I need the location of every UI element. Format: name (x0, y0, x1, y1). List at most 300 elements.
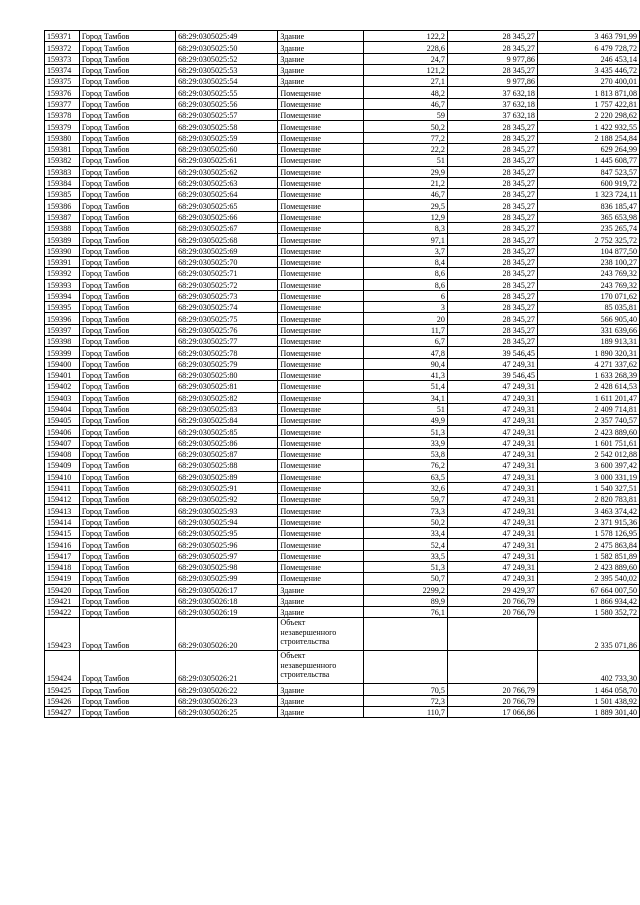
cadastral-value-cell: 331 639,66 (537, 324, 639, 335)
table-row (45, 539, 640, 550)
table-row (45, 516, 640, 527)
unit-value-cell: 37 632,18 (447, 87, 537, 98)
city-cell: Город Тамбов (79, 87, 175, 98)
row-id-cell: 159379 (45, 121, 80, 132)
area-cell: 50,2 (363, 121, 447, 132)
area-cell: 76,2 (363, 460, 447, 471)
city-cell: Город Тамбов (79, 143, 175, 154)
unit-value-cell (447, 618, 537, 651)
city-cell: Город Тамбов (79, 707, 175, 718)
object-type-cell: Помещение (278, 121, 364, 132)
city-cell: Город Тамбов (79, 539, 175, 550)
object-type-cell: Помещение (278, 110, 364, 121)
unit-value-cell: 47 249,31 (447, 494, 537, 505)
city-cell: Город Тамбов (79, 121, 175, 132)
cadastral-number-cell: 68:29:0305025:84 (176, 415, 278, 426)
object-type-cell: Здание (278, 64, 364, 75)
area-cell: 122,2 (363, 31, 447, 42)
area-cell: 32,6 (363, 482, 447, 493)
area-cell: 29,9 (363, 166, 447, 177)
city-cell: Город Тамбов (79, 279, 175, 290)
row-id-cell: 159386 (45, 200, 80, 211)
cadastral-number-cell: 68:29:0305025:85 (176, 426, 278, 437)
unit-value-cell: 47 249,31 (447, 415, 537, 426)
area-cell: 8,3 (363, 223, 447, 234)
city-cell: Город Тамбов (79, 448, 175, 459)
city-cell: Город Тамбов (79, 494, 175, 505)
area-cell: 34,1 (363, 392, 447, 403)
cadastral-number-cell: 68:29:0305025:81 (176, 381, 278, 392)
row-id-cell: 159407 (45, 437, 80, 448)
row-id-cell: 159403 (45, 392, 80, 403)
object-type-cell: Помещение (278, 471, 364, 482)
cadastral-value-cell: 2 409 714,81 (537, 403, 639, 414)
cadastral-number-cell: 68:29:0305025:61 (176, 155, 278, 166)
cadastral-number-cell: 68:29:0305025:74 (176, 302, 278, 313)
area-cell: 2299,2 (363, 584, 447, 595)
table-row (45, 426, 640, 437)
cadastral-number-cell: 68:29:0305025:64 (176, 189, 278, 200)
table-row (45, 143, 640, 154)
cadastral-number-cell: 68:29:0305025:60 (176, 143, 278, 154)
area-cell: 51,4 (363, 381, 447, 392)
unit-value-cell: 28 345,27 (447, 290, 537, 301)
cadastral-value-cell: 1 501 438,92 (537, 695, 639, 706)
area-cell: 59 (363, 110, 447, 121)
area-cell: 51,3 (363, 561, 447, 572)
row-id-cell: 159387 (45, 211, 80, 222)
cadastral-number-cell: 68:29:0305025:54 (176, 76, 278, 87)
object-type-cell: Здание (278, 31, 364, 42)
cadastral-value-cell: 235 265,74 (537, 223, 639, 234)
area-cell: 29,5 (363, 200, 447, 211)
object-type-cell: Здание (278, 607, 364, 618)
table-row (45, 595, 640, 606)
cadastral-number-cell: 68:29:0305026:25 (176, 707, 278, 718)
unit-value-cell: 28 345,27 (447, 302, 537, 313)
row-id-cell: 159421 (45, 595, 80, 606)
unit-value-cell: 47 249,31 (447, 482, 537, 493)
city-cell: Город Тамбов (79, 155, 175, 166)
cadastral-value-cell: 847 523,57 (537, 166, 639, 177)
object-type-cell: Помещение (278, 460, 364, 471)
object-type-cell: Помещение (278, 505, 364, 516)
area-cell: 47,8 (363, 347, 447, 358)
table-row (45, 528, 640, 539)
cadastral-number-cell: 68:29:0305026:21 (176, 651, 278, 684)
city-cell: Город Тамбов (79, 358, 175, 369)
area-cell (363, 618, 447, 651)
table-row (45, 256, 640, 267)
unit-value-cell: 39 546,45 (447, 369, 537, 380)
cadastral-value-cell: 2 188 254,84 (537, 132, 639, 143)
cadastral-value-cell: 1 889 301,40 (537, 707, 639, 718)
table-row (45, 494, 640, 505)
object-type-cell: Объект незавершенного строительства (278, 618, 364, 651)
table-row (45, 87, 640, 98)
object-type-cell: Помещение (278, 573, 364, 584)
unit-value-cell: 28 345,27 (447, 132, 537, 143)
city-cell: Город Тамбов (79, 369, 175, 380)
cadastral-value-cell: 104 877,50 (537, 245, 639, 256)
cadastral-number-cell: 68:29:0305025:93 (176, 505, 278, 516)
row-id-cell: 159382 (45, 155, 80, 166)
area-cell: 8,6 (363, 268, 447, 279)
cadastral-value-cell: 270 400,01 (537, 76, 639, 87)
city-cell: Город Тамбов (79, 528, 175, 539)
table-row (45, 64, 640, 75)
object-type-cell: Здание (278, 695, 364, 706)
cadastral-value-cell: 1 580 352,72 (537, 607, 639, 618)
city-cell: Город Тамбов (79, 234, 175, 245)
area-cell: 24,7 (363, 53, 447, 64)
city-cell: Город Тамбов (79, 256, 175, 267)
object-type-cell: Помещение (278, 155, 364, 166)
cadastral-number-cell: 68:29:0305025:69 (176, 245, 278, 256)
unit-value-cell: 47 249,31 (447, 437, 537, 448)
unit-value-cell: 47 249,31 (447, 471, 537, 482)
cadastral-value-cell: 170 071,62 (537, 290, 639, 301)
unit-value-cell: 28 345,27 (447, 31, 537, 42)
cadastral-number-cell: 68:29:0305025:96 (176, 539, 278, 550)
area-cell: 89,9 (363, 595, 447, 606)
cadastral-number-cell: 68:29:0305025:73 (176, 290, 278, 301)
area-cell: 90,4 (363, 358, 447, 369)
row-id-cell: 159400 (45, 358, 80, 369)
city-cell: Город Тамбов (79, 189, 175, 200)
city-cell: Город Тамбов (79, 302, 175, 313)
unit-value-cell: 28 345,27 (447, 245, 537, 256)
row-id-cell: 159388 (45, 223, 80, 234)
cadastral-value-cell: 85 035,81 (537, 302, 639, 313)
cadastral-value-cell: 2 542 012,88 (537, 448, 639, 459)
cadastral-number-cell: 68:29:0305025:94 (176, 516, 278, 527)
table-row (45, 403, 640, 414)
unit-value-cell: 28 345,27 (447, 234, 537, 245)
row-id-cell: 159371 (45, 31, 80, 42)
area-cell: 121,2 (363, 64, 447, 75)
table-row (45, 415, 640, 426)
cadastral-number-cell: 68:29:0305025:86 (176, 437, 278, 448)
city-cell: Город Тамбов (79, 110, 175, 121)
object-type-cell: Здание (278, 76, 364, 87)
cadastral-number-cell: 68:29:0305025:57 (176, 110, 278, 121)
unit-value-cell: 47 249,31 (447, 381, 537, 392)
row-id-cell: 159399 (45, 347, 80, 358)
cadastral-number-cell: 68:29:0305025:95 (176, 528, 278, 539)
object-type-cell: Помещение (278, 268, 364, 279)
city-cell: Город Тамбов (79, 550, 175, 561)
cadastral-number-cell: 68:29:0305025:72 (176, 279, 278, 290)
unit-value-cell: 47 249,31 (447, 505, 537, 516)
table-row (45, 550, 640, 561)
unit-value-cell: 20 766,79 (447, 695, 537, 706)
cadastral-number-cell: 68:29:0305025:65 (176, 200, 278, 211)
unit-value-cell: 9 977,86 (447, 76, 537, 87)
city-cell: Город Тамбов (79, 695, 175, 706)
cadastral-value-cell: 3 463 791,99 (537, 31, 639, 42)
table-row (45, 31, 640, 42)
table-row (45, 460, 640, 471)
table-row (45, 324, 640, 335)
object-type-cell: Здание (278, 584, 364, 595)
cadastral-number-cell: 68:29:0305025:52 (176, 53, 278, 64)
table-row (45, 302, 640, 313)
city-cell: Город Тамбов (79, 98, 175, 109)
cadastral-number-cell: 68:29:0305026:19 (176, 607, 278, 618)
area-cell: 51 (363, 403, 447, 414)
cadastral-value-cell: 1 866 934,42 (537, 595, 639, 606)
unit-value-cell: 9 977,86 (447, 53, 537, 64)
cadastral-number-cell: 68:29:0305025:89 (176, 471, 278, 482)
row-id-cell: 159389 (45, 234, 80, 245)
cadastral-value-cell: 365 653,98 (537, 211, 639, 222)
area-cell: 49,9 (363, 415, 447, 426)
cadastral-number-cell: 68:29:0305025:58 (176, 121, 278, 132)
cadastral-value-cell: 238 100,27 (537, 256, 639, 267)
table-row (45, 707, 640, 718)
unit-value-cell: 17 066,86 (447, 707, 537, 718)
cadastral-number-cell: 68:29:0305025:63 (176, 177, 278, 188)
object-type-cell: Помещение (278, 550, 364, 561)
row-id-cell: 159405 (45, 415, 80, 426)
area-cell: 77,2 (363, 132, 447, 143)
cadastral-value-cell: 1 611 201,47 (537, 392, 639, 403)
cadastral-value-cell: 246 453,14 (537, 53, 639, 64)
cadastral-number-cell: 68:29:0305025:97 (176, 550, 278, 561)
unit-value-cell: 28 345,27 (447, 336, 537, 347)
area-cell: 20 (363, 313, 447, 324)
object-type-cell: Помещение (278, 200, 364, 211)
table-row (45, 121, 640, 132)
table-row (45, 347, 640, 358)
unit-value-cell: 47 249,31 (447, 358, 537, 369)
row-id-cell: 159383 (45, 166, 80, 177)
cadastral-value-cell: 2 820 783,81 (537, 494, 639, 505)
cadastral-value-cell: 243 769,32 (537, 279, 639, 290)
cadastral-value-cell: 67 664 007,50 (537, 584, 639, 595)
object-type-cell: Помещение (278, 516, 364, 527)
city-cell: Город Тамбов (79, 200, 175, 211)
unit-value-cell: 47 249,31 (447, 550, 537, 561)
unit-value-cell: 28 345,27 (447, 64, 537, 75)
city-cell: Город Тамбов (79, 573, 175, 584)
object-type-cell: Помещение (278, 302, 364, 313)
row-id-cell: 159401 (45, 369, 80, 380)
object-type-cell: Помещение (278, 143, 364, 154)
row-id-cell: 159425 (45, 684, 80, 695)
cadastral-value-cell: 2 220 298,62 (537, 110, 639, 121)
city-cell: Город Тамбов (79, 505, 175, 516)
cadastral-value-cell: 243 769,32 (537, 268, 639, 279)
cadastral-value-cell: 1 422 932,55 (537, 121, 639, 132)
row-id-cell: 159411 (45, 482, 80, 493)
object-type-cell: Помещение (278, 223, 364, 234)
row-id-cell: 159380 (45, 132, 80, 143)
area-cell: 50,7 (363, 573, 447, 584)
object-type-cell: Помещение (278, 189, 364, 200)
row-id-cell: 159427 (45, 707, 80, 718)
table-row (45, 166, 640, 177)
object-type-cell: Помещение (278, 98, 364, 109)
area-cell: 76,1 (363, 607, 447, 618)
object-type-cell: Помещение (278, 415, 364, 426)
row-id-cell: 159415 (45, 528, 80, 539)
cadastral-value-cell: 1 323 724,11 (537, 189, 639, 200)
cadastral-value-cell: 836 185,47 (537, 200, 639, 211)
table-row (45, 607, 640, 618)
object-type-cell: Помещение (278, 256, 364, 267)
row-id-cell: 159419 (45, 573, 80, 584)
object-type-cell: Помещение (278, 290, 364, 301)
cadastral-number-cell: 68:29:0305026:18 (176, 595, 278, 606)
cadastral-value-cell: 402 733,30 (537, 651, 639, 684)
area-cell: 41,3 (363, 369, 447, 380)
cadastral-number-cell: 68:29:0305026:22 (176, 684, 278, 695)
cadastral-number-cell: 68:29:0305025:70 (176, 256, 278, 267)
object-type-cell: Помещение (278, 336, 364, 347)
row-id-cell: 159396 (45, 313, 80, 324)
table-row (45, 110, 640, 121)
cadastral-value-cell: 1 757 422,81 (537, 98, 639, 109)
table-row (45, 177, 640, 188)
city-cell: Город Тамбов (79, 607, 175, 618)
table-row (45, 695, 640, 706)
city-cell: Город Тамбов (79, 64, 175, 75)
area-cell: 11,7 (363, 324, 447, 335)
object-type-cell: Помещение (278, 403, 364, 414)
table-row (45, 98, 640, 109)
city-cell: Город Тамбов (79, 618, 175, 651)
area-cell: 50,2 (363, 516, 447, 527)
row-id-cell: 159402 (45, 381, 80, 392)
city-cell: Город Тамбов (79, 76, 175, 87)
area-cell: 63,5 (363, 471, 447, 482)
object-type-cell: Помещение (278, 448, 364, 459)
cadastral-value-cell: 3 463 374,42 (537, 505, 639, 516)
area-cell: 228,6 (363, 42, 447, 53)
city-cell: Город Тамбов (79, 42, 175, 53)
area-cell: 21,2 (363, 177, 447, 188)
row-id-cell: 159385 (45, 189, 80, 200)
cadastral-value-cell: 629 264,99 (537, 143, 639, 154)
table-row (45, 53, 640, 64)
unit-value-cell: 28 345,27 (447, 256, 537, 267)
object-type-cell: Помещение (278, 381, 364, 392)
cadastral-number-cell: 68:29:0305025:56 (176, 98, 278, 109)
cadastral-number-cell: 68:29:0305025:87 (176, 448, 278, 459)
row-id-cell: 159393 (45, 279, 80, 290)
cadastral-value-cell: 189 913,31 (537, 336, 639, 347)
unit-value-cell: 47 249,31 (447, 573, 537, 584)
city-cell: Город Тамбов (79, 516, 175, 527)
row-id-cell: 159414 (45, 516, 80, 527)
cadastral-value-cell: 3 435 446,72 (537, 64, 639, 75)
unit-value-cell: 37 632,18 (447, 98, 537, 109)
cadastral-value-cell: 2 371 915,36 (537, 516, 639, 527)
object-type-cell: Помещение (278, 87, 364, 98)
object-type-cell: Помещение (278, 358, 364, 369)
row-id-cell: 159375 (45, 76, 80, 87)
cadastral-number-cell: 68:29:0305025:80 (176, 369, 278, 380)
table-row (45, 268, 640, 279)
table-row (45, 279, 640, 290)
unit-value-cell: 28 345,27 (447, 143, 537, 154)
object-type-cell: Помещение (278, 482, 364, 493)
area-cell: 33,9 (363, 437, 447, 448)
object-type-cell: Здание (278, 684, 364, 695)
table-row (45, 42, 640, 53)
unit-value-cell: 47 249,31 (447, 516, 537, 527)
object-type-cell: Помещение (278, 426, 364, 437)
cadastral-value-cell: 3 600 397,42 (537, 460, 639, 471)
unit-value-cell (447, 651, 537, 684)
cadastral-value-cell: 1 813 871,08 (537, 87, 639, 98)
cadastral-value-cell: 1 582 851,89 (537, 550, 639, 561)
area-cell: 59,7 (363, 494, 447, 505)
city-cell: Город Тамбов (79, 223, 175, 234)
row-id-cell: 159422 (45, 607, 80, 618)
unit-value-cell: 28 345,27 (447, 324, 537, 335)
table-row (45, 290, 640, 301)
object-type-cell: Помещение (278, 324, 364, 335)
cadastral-number-cell: 68:29:0305025:77 (176, 336, 278, 347)
cadastral-number-cell: 68:29:0305025:99 (176, 573, 278, 584)
table-row (45, 358, 640, 369)
table-row (45, 155, 640, 166)
table-row (45, 76, 640, 87)
unit-value-cell: 28 345,27 (447, 121, 537, 132)
cadastral-value-cell: 1 445 608,77 (537, 155, 639, 166)
unit-value-cell: 28 345,27 (447, 177, 537, 188)
unit-value-cell: 28 345,27 (447, 189, 537, 200)
unit-value-cell: 47 249,31 (447, 392, 537, 403)
cadastral-number-cell: 68:29:0305025:66 (176, 211, 278, 222)
cadastral-value-cell: 6 479 728,72 (537, 42, 639, 53)
cadastral-number-cell: 68:29:0305025:91 (176, 482, 278, 493)
cadastral-value-cell: 4 271 337,62 (537, 358, 639, 369)
object-type-cell: Помещение (278, 561, 364, 572)
row-id-cell: 159390 (45, 245, 80, 256)
city-cell: Город Тамбов (79, 584, 175, 595)
unit-value-cell: 28 345,27 (447, 268, 537, 279)
object-type-cell: Помещение (278, 539, 364, 550)
cadastral-number-cell: 68:29:0305025:68 (176, 234, 278, 245)
unit-value-cell: 28 345,27 (447, 155, 537, 166)
object-type-cell: Помещение (278, 245, 364, 256)
unit-value-cell: 28 345,27 (447, 200, 537, 211)
city-cell: Город Тамбов (79, 166, 175, 177)
city-cell: Город Тамбов (79, 347, 175, 358)
unit-value-cell: 28 345,27 (447, 223, 537, 234)
cadastral-value-cell: 1 633 268,39 (537, 369, 639, 380)
unit-value-cell: 47 249,31 (447, 561, 537, 572)
cadastral-value-cell: 1 890 320,31 (537, 347, 639, 358)
cadastral-value-cell: 1 601 751,61 (537, 437, 639, 448)
object-type-cell: Здание (278, 595, 364, 606)
row-id-cell: 159418 (45, 561, 80, 572)
cadastral-value-cell: 2 423 889,60 (537, 561, 639, 572)
row-id-cell: 159398 (45, 336, 80, 347)
cadastral-number-cell: 68:29:0305025:76 (176, 324, 278, 335)
cadastral-value-cell: 2 357 740,57 (537, 415, 639, 426)
city-cell: Город Тамбов (79, 53, 175, 64)
city-cell: Город Тамбов (79, 651, 175, 684)
row-id-cell: 159406 (45, 426, 80, 437)
cadastral-value-cell: 2 475 863,84 (537, 539, 639, 550)
row-id-cell: 159376 (45, 87, 80, 98)
area-cell: 8,4 (363, 256, 447, 267)
